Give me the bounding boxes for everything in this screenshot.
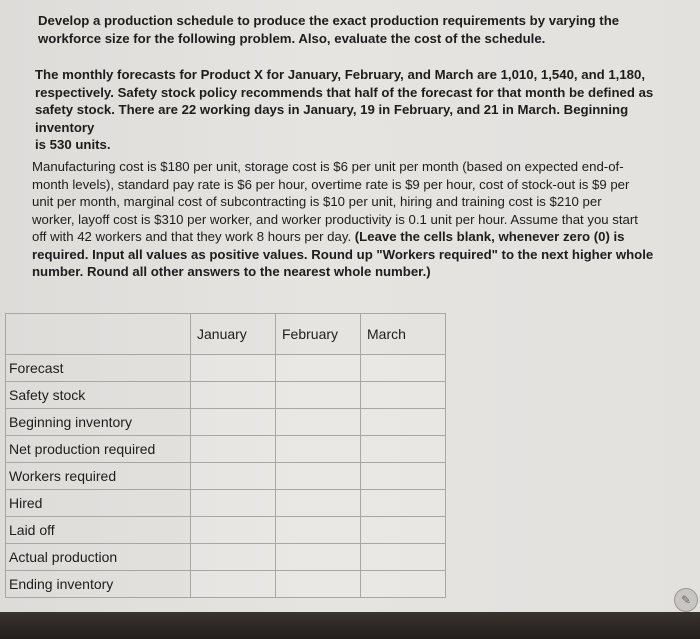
cell-ending-inventory-march[interactable] bbox=[361, 571, 446, 598]
table-row bbox=[6, 490, 446, 517]
row-label-ending-inventory: Ending inventory bbox=[6, 571, 191, 598]
row-label-net-production: Net production required bbox=[6, 436, 191, 463]
cell-hired-january[interactable] bbox=[191, 490, 276, 517]
cell-safety-stock-january[interactable] bbox=[191, 382, 276, 409]
row-label-beginning-inventory: Beginning inventory bbox=[6, 409, 191, 436]
cell-hired-february[interactable] bbox=[276, 490, 361, 517]
cell-forecast-january[interactable] bbox=[191, 355, 276, 382]
header-blank bbox=[6, 314, 191, 355]
cell-beginning-inventory-january[interactable] bbox=[191, 409, 276, 436]
cell-workers-required-march[interactable] bbox=[361, 463, 446, 490]
cell-actual-production-february[interactable] bbox=[276, 544, 361, 571]
cell-forecast-march[interactable] bbox=[361, 355, 446, 382]
cell-net-production-january[interactable] bbox=[191, 436, 276, 463]
cell-ending-inventory-february[interactable] bbox=[276, 571, 361, 598]
photo-bottom-edge bbox=[0, 612, 700, 639]
cost-paragraph bbox=[32, 158, 682, 281]
forecast-paragraph: The monthly forecasts for Product X for January, February, and March are 1,010, 1,540, and 1,180, respectively. Safety stock policy recommends that half of the forecast for that month be defined as safety stock. There are 22 working days in January, 19 in February, and 21 in March. Beginning inventory is 530 units. bbox=[35, 67, 654, 152]
cell-actual-production-march[interactable] bbox=[361, 544, 446, 571]
row-label-safety-stock: Safety stock bbox=[6, 382, 191, 409]
cost-text: Manufacturing cost is $180 per unit, storage cost is $6 per unit per month (based on expected end-of- month levels), standard pay rate is $6 per hour, overtime rate is $9 per hour, cost of stock-out is $9 per unit per month, marginal cost of subcontracting is $10 per unit, hiring and training cost is $210 per worker, layoff cost is $310 per worker, and worker productivity is 0.1 unit per hour. Assume that you start off with 42 workers and that they work 8 hours per day. bbox=[32, 159, 638, 244]
row-label-workers-required: Workers required bbox=[6, 463, 191, 490]
cell-ending-inventory-january[interactable] bbox=[191, 571, 276, 598]
cell-beginning-inventory-february[interactable] bbox=[276, 409, 361, 436]
table-row bbox=[6, 544, 446, 571]
table-row bbox=[6, 382, 446, 409]
table-row bbox=[6, 355, 446, 382]
table-row bbox=[6, 571, 446, 598]
table-header-row bbox=[6, 314, 446, 355]
row-label-hired: Hired bbox=[6, 490, 191, 517]
cell-workers-required-february[interactable] bbox=[276, 463, 361, 490]
instructions-note: (Leave the cells blank, whenever zero (0) is required. Input all values as positive values. Round up "Workers required" to the next higher whole number. Round all other answers to the nearest whole number.) bbox=[32, 229, 654, 279]
table-row bbox=[6, 517, 446, 544]
table-row bbox=[6, 463, 446, 490]
cell-laid-off-january[interactable] bbox=[191, 517, 276, 544]
production-schedule-table bbox=[5, 313, 446, 598]
cell-beginning-inventory-march[interactable] bbox=[361, 409, 446, 436]
cell-hired-march[interactable] bbox=[361, 490, 446, 517]
edit-icon[interactable]: ✎ bbox=[674, 588, 698, 612]
cell-net-production-february[interactable] bbox=[276, 436, 361, 463]
row-label-actual-production: Actual production bbox=[6, 544, 191, 571]
table-row bbox=[6, 436, 446, 463]
row-label-forecast: Forecast bbox=[6, 355, 191, 382]
col-header-january: January bbox=[191, 314, 276, 355]
cell-workers-required-january[interactable] bbox=[191, 463, 276, 490]
cell-laid-off-february[interactable] bbox=[276, 517, 361, 544]
cell-safety-stock-march[interactable] bbox=[361, 382, 446, 409]
col-header-february: February bbox=[276, 314, 361, 355]
cell-safety-stock-february[interactable] bbox=[276, 382, 361, 409]
cell-forecast-february[interactable] bbox=[276, 355, 361, 382]
cell-actual-production-january[interactable] bbox=[191, 544, 276, 571]
table-row bbox=[6, 409, 446, 436]
col-header-march: March bbox=[361, 314, 446, 355]
problem-intro: Develop a production schedule to produce the exact production requirements by varying the workforce size for the following problem. Also, evaluate the cost of the schedule. bbox=[38, 13, 620, 46]
row-label-laid-off: Laid off bbox=[6, 517, 191, 544]
cell-net-production-march[interactable] bbox=[361, 436, 446, 463]
cell-laid-off-march[interactable] bbox=[361, 517, 446, 544]
